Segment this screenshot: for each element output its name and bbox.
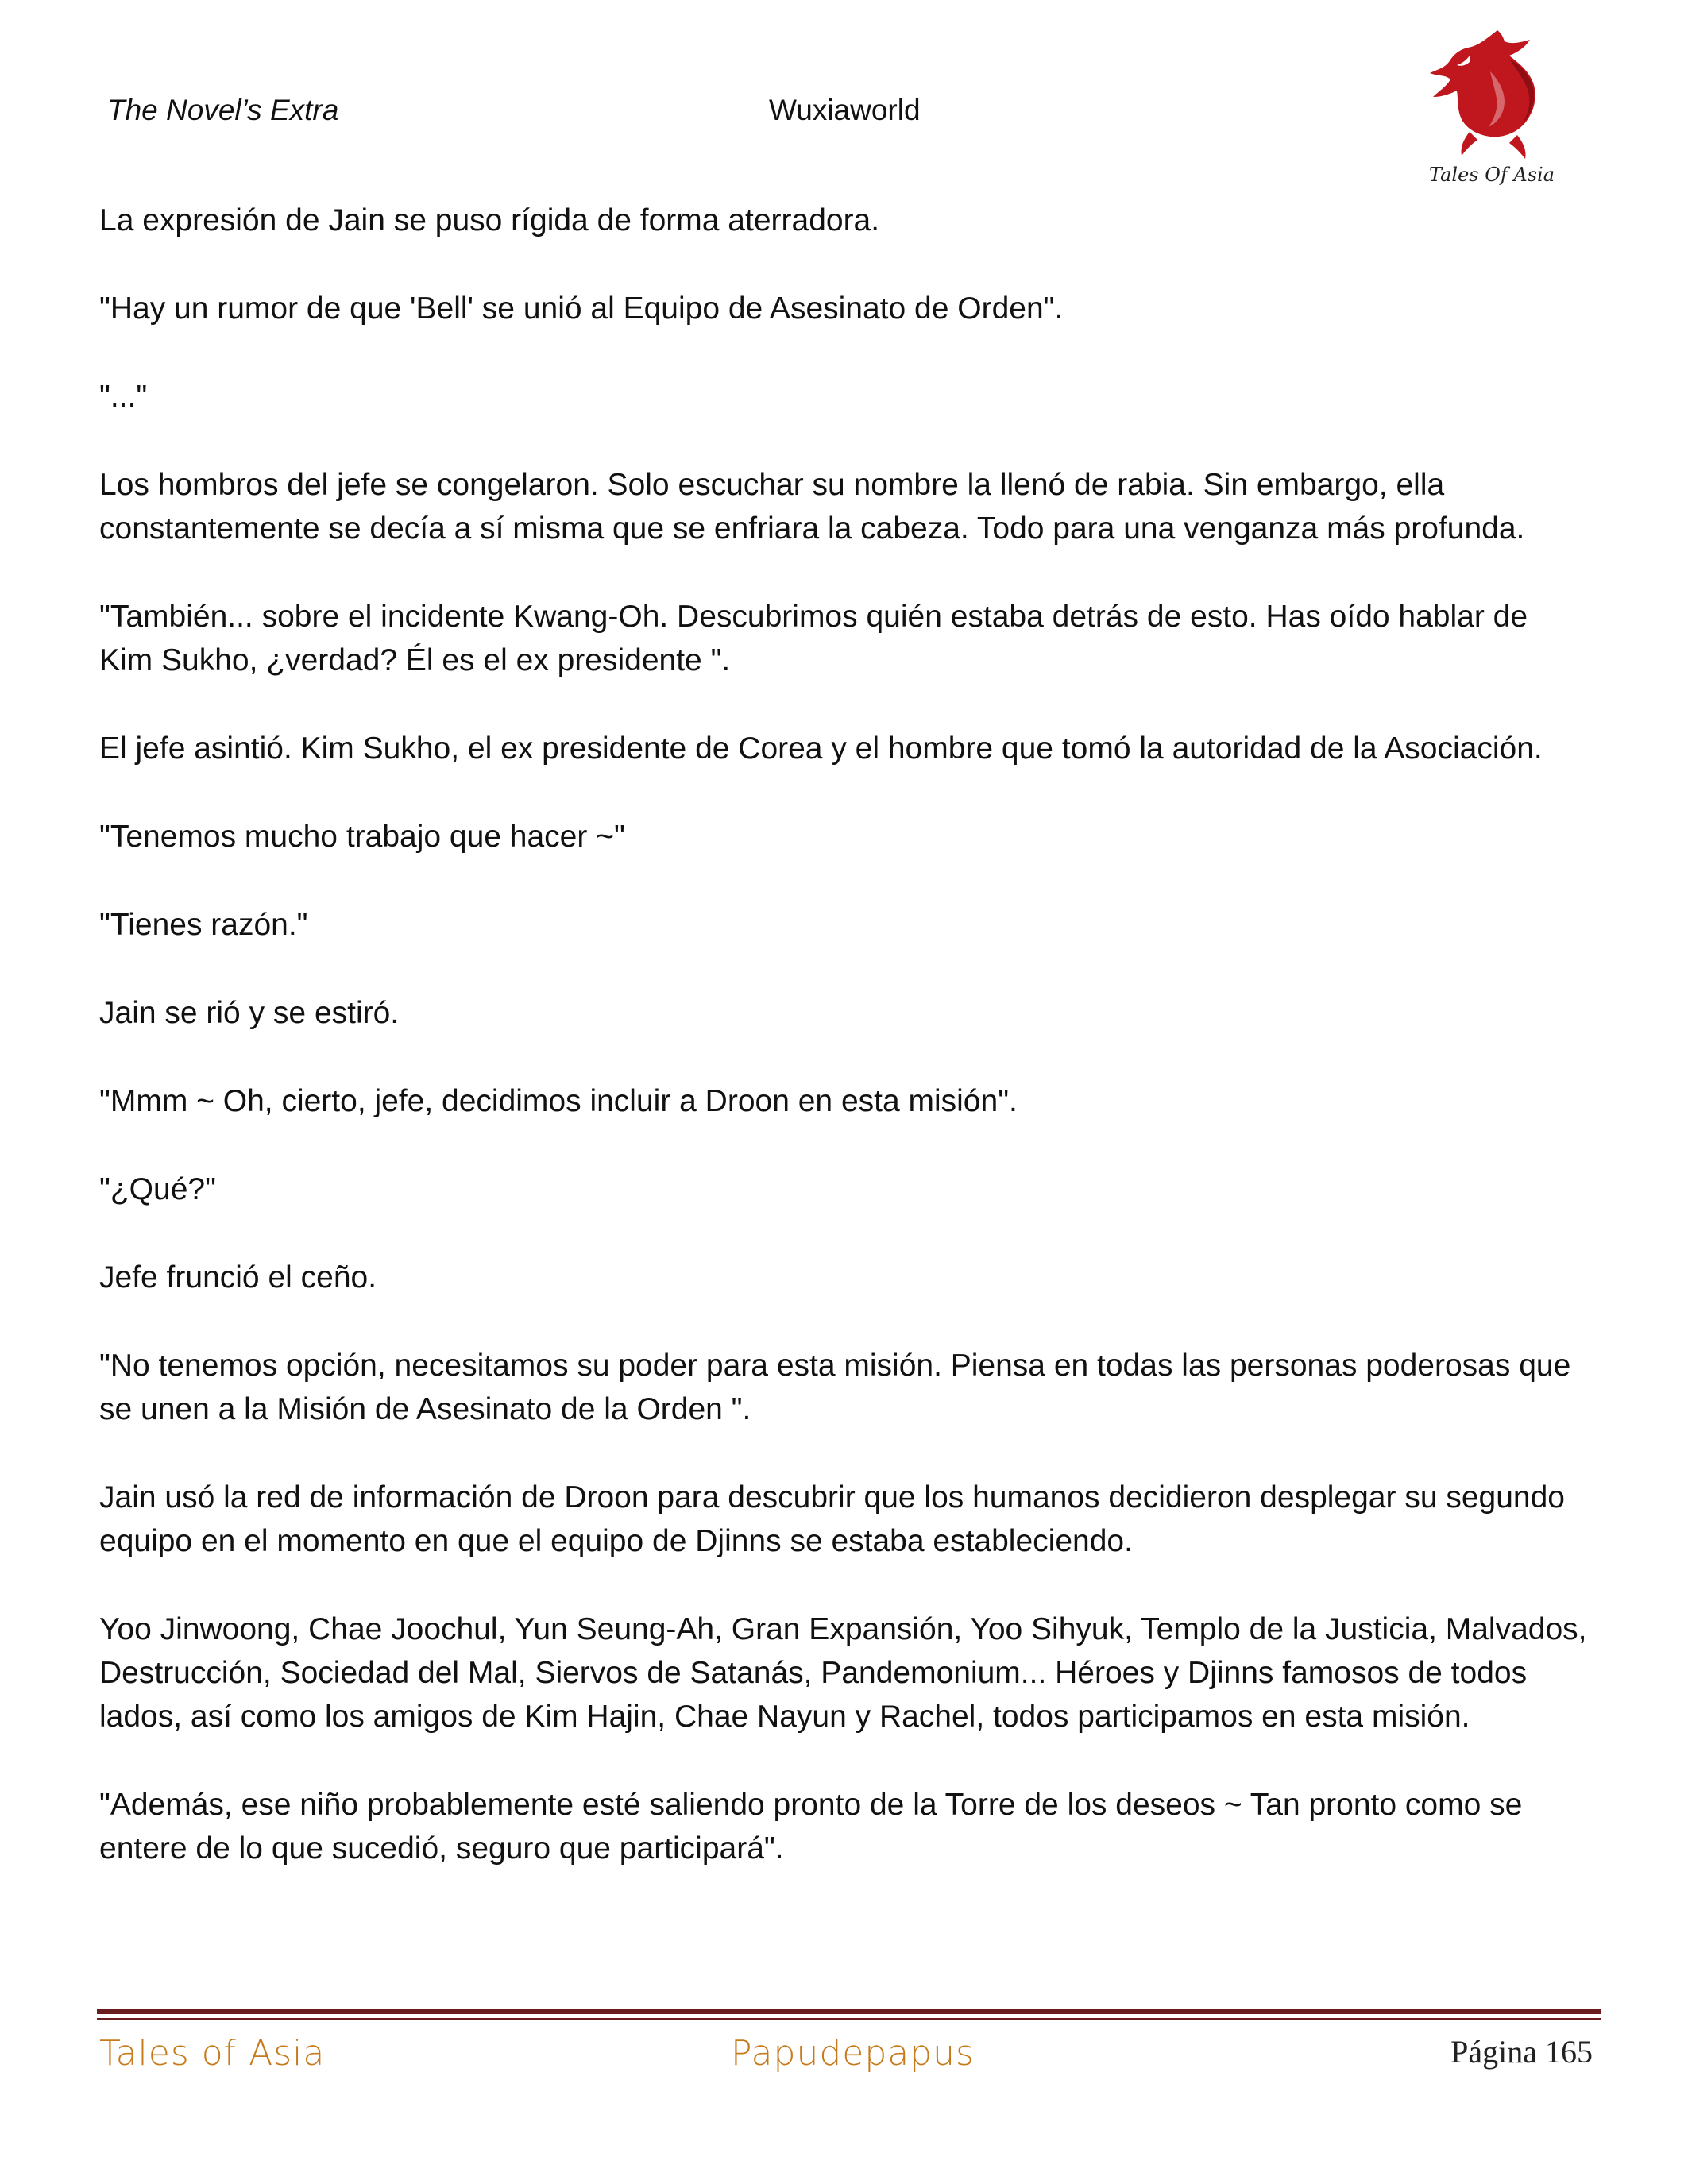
paragraph: "También... sobre el incidente Kwang-Oh. Descubrimos quién estaba detrás de esto. Has oído hablar de Kim Sukho, ¿verdad? Él es el ex presidente ".	[99, 600, 1528, 677]
paragraph: "¿Qué?"	[99, 1172, 216, 1206]
paragraph: "Mmm ~ Oh, cierto, jefe, decidimos incluir a Droon en esta misión".	[99, 1084, 1018, 1118]
footer-rule-thin	[97, 2018, 1601, 2020]
paragraph: "Tenemos mucho trabajo que hacer ~"	[99, 820, 625, 854]
paragraph: Jain se rió y se estiró.	[99, 996, 400, 1030]
paragraph: La expresión de Jain se puso rígida de forma aterradora.	[99, 203, 880, 237]
paragraph: "Además, ese niño probablemente esté saliendo pronto de la Torre de los deseos ~ Tan pronto como se entere de lo que sucedió, seguro que participará".	[99, 1788, 1523, 1866]
paragraph: "Tienes razón."	[99, 908, 308, 942]
chapter-body	[99, 199, 1589, 1915]
footer-translator: Papudepapus	[731, 2033, 975, 2074]
footer-rule	[97, 2009, 1601, 2014]
paragraph: Los hombros del jefe se congelaron. Solo escuchar su nombre la llenó de rabia. Sin embargo, ella constantemente se decía a sí misma que se enfriara la cabeza. Todo para una venganza más profunda.	[99, 468, 1525, 546]
paragraph: Jefe frunció el ceño.	[99, 1260, 377, 1295]
paragraph: El jefe asintió. Kim Sukho, el ex presidente de Corea y el hombre que tomó la autoridad de la Asociación.	[99, 731, 1543, 766]
tales-of-asia-dragon-logo	[1422, 24, 1561, 191]
page-number: Página 165	[1450, 2034, 1593, 2070]
paragraph: "..."	[99, 380, 148, 414]
header-novel-title: The Novel’s Extra	[107, 94, 339, 126]
paragraph: "Hay un rumor de que 'Bell' se unió al Equipo de Asesinato de Orden".	[99, 291, 1064, 326]
paragraph: "No tenemos opción, necesitamos su poder para esta misión. Piensa en todas las personas poderosas que se unen a la Misión de Asesinato de la Orden ".	[99, 1349, 1571, 1426]
footer-site-name: Tales of Asia	[99, 2033, 326, 2074]
logo-text: Tales Of Asia	[1428, 164, 1555, 186]
paragraph: Yoo Jinwoong, Chae Joochul, Yun Seung-Ah, Gran Expansión, Yoo Sihyuk, Templo de la Justicia, Malvados, Destrucción, Sociedad del Mal, Siervos de Satanás, Pandemonium... Héroes y Djinns famosos de todos lados, así como los amigos de Kim Hajin, Chae Nayun y Rachel, todos participamos en esta misión.	[99, 1612, 1587, 1734]
paragraph: Jain usó la red de información de Droon para descubrir que los humanos decidieron desplegar su segundo equipo en el momento en que el equipo de Djinns se estaba estableciendo.	[99, 1480, 1565, 1558]
header-site-name: Wuxiaworld	[769, 94, 921, 126]
